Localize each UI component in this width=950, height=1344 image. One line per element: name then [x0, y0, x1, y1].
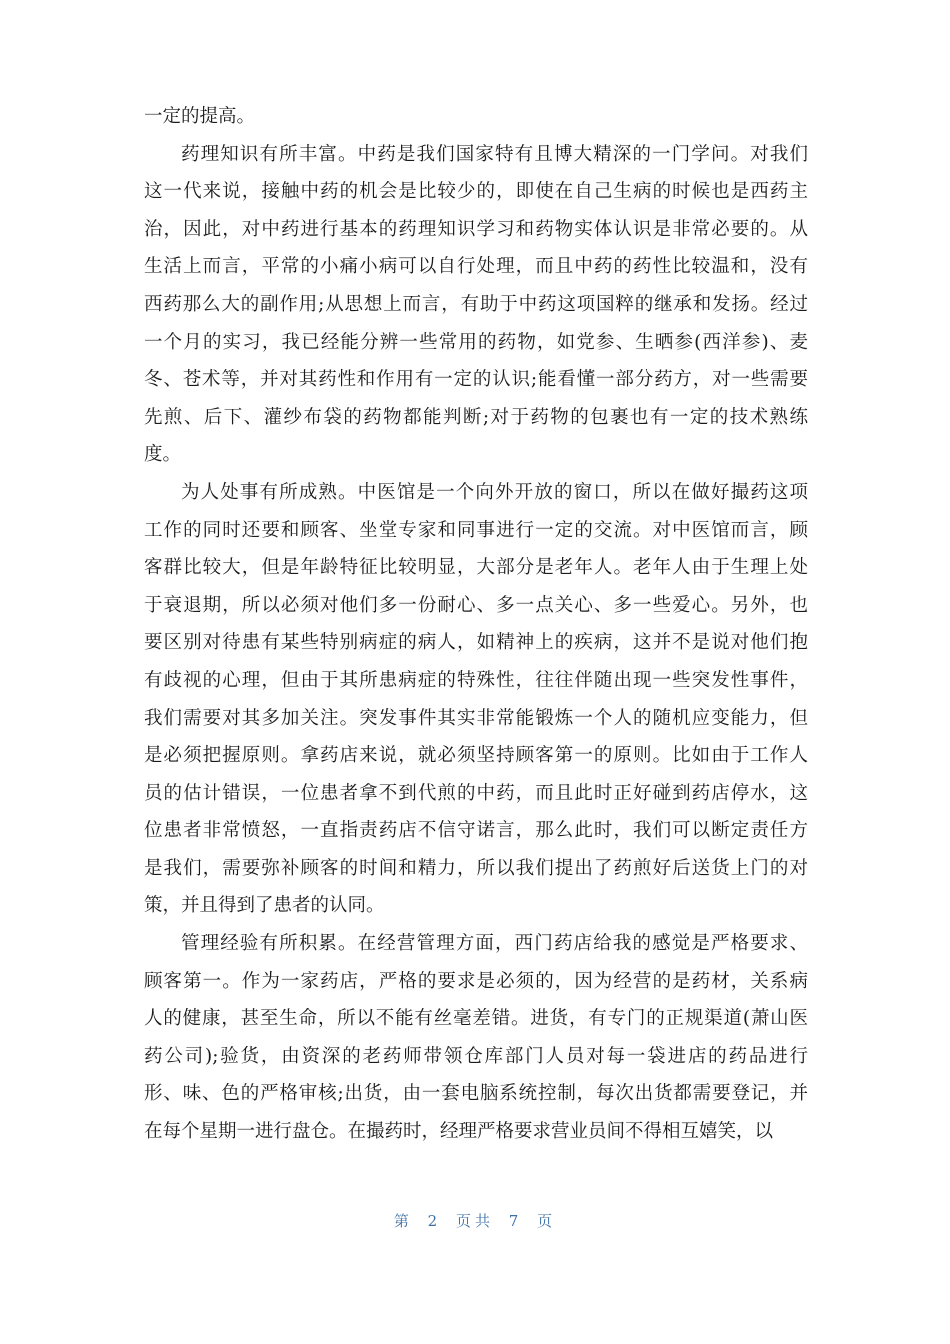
text-line: 客群比较大，但是年龄特征比较明显，大部分是老年人。老年人由于生理上处	[144, 557, 808, 579]
text-line: 是我们，需要弥补顾客的时间和精力，所以我们提出了药煎好后送货上门的对	[144, 857, 808, 879]
text-line: 策，并且得到了患者的认同。	[144, 895, 385, 917]
text-line: 度。	[144, 444, 182, 466]
text-line: 员的估计错误，一位患者拿不到代煎的中药，而且此时正好碰到药店停水，这	[144, 782, 808, 804]
text-line: 形、味、色的严格审核;出货，由一套电脑系统控制，每次出货都需要登记，并	[144, 1083, 808, 1105]
text-line: 药公司);验货，由资深的老药师带领仓库部门人员对每一袋进店的药品进行	[144, 1045, 808, 1067]
text-line: 在每个星期一进行盘仓。在撮药时，经理严格要求营业员间不得相互嬉笑，以	[144, 1121, 774, 1143]
text-line: 药理知识有所丰富。中药是我们国家特有且博大精深的一门学问。对我们	[181, 143, 808, 165]
text-line: 有歧视的心理，但由于其所患病症的特殊性，往往伴随出现一些突发性事件，	[144, 669, 808, 691]
text-line: 我们需要对其多加关注。突发事件其实非常能锻炼一个人的随机应变能力，但	[144, 707, 808, 729]
paragraph	[144, 925, 808, 1151]
paragraph	[144, 136, 808, 474]
text-line: 位患者非常愤怒，一直指责药店不信守诺言，那么此时，我们可以断定责任方	[144, 820, 808, 842]
text-line: 生活上而言，平常的小痛小病可以自行处理，而且中药的药性比较温和，没有	[144, 256, 808, 278]
text-line: 是必须把握原则。拿药店来说，就必须坚持顾客第一的原则。比如由于工作人	[144, 745, 808, 767]
text-line: 冬、苍术等，并对其药性和作用有一定的认识;能看懂一部分药方，对一些需要	[144, 369, 808, 391]
text-line: 工作的同时还要和顾客、坐堂专家和同事进行一定的交流。对中医馆而言，顾	[144, 519, 808, 541]
page-label-mid: 页共	[455, 1212, 494, 1230]
text-line: 西药那么大的副作用;从思想上而言，有助于中药这项国粹的继承和发扬。经过	[144, 293, 808, 315]
paragraph	[144, 474, 808, 925]
text-line: 一定的提高。	[144, 106, 256, 127]
text-line: 这一代来说，接触中药的机会是比较少的，即使在自己生病的时候也是西药主	[144, 181, 808, 203]
text-line: 要区别对待患有某些特别病症的病人，如精神上的疾病，这并不是说对他们抱	[144, 632, 808, 654]
text-line: 治，因此，对中药进行基本的药理知识学习和药物实体认识是非常必要的。从	[144, 218, 808, 240]
paragraph	[144, 98, 808, 136]
page-footer	[0, 1210, 950, 1231]
current-page-number: 2	[427, 1212, 442, 1230]
text-line: 于衰退期，所以必须对他们多一份耐心、多一点关心、多一些爱心。另外，也	[144, 594, 808, 616]
text-line: 一个月的实习，我已经能分辨一些常用的药物，如党参、生晒参(西洋参)、麦	[144, 331, 808, 353]
total-pages-number: 7	[508, 1212, 523, 1230]
text-line: 人的健康，甚至生命，所以不能有丝毫差错。进货，有专门的正规渠道(萧山医	[144, 1008, 808, 1030]
document-body	[144, 98, 808, 1151]
page-label-suffix: 页	[537, 1212, 557, 1230]
text-line: 管理经验有所积累。在经营管理方面，西门药店给我的感觉是严格要求、	[181, 933, 808, 955]
text-line: 顾客第一。作为一家药店，严格的要求是必须的，因为经营的是药材，关系病	[144, 970, 808, 992]
text-line: 先煎、后下、灌纱布袋的药物都能判断;对于药物的包裹也有一定的技术熟练	[144, 406, 808, 428]
page-label-prefix: 第	[393, 1212, 413, 1230]
text-line: 为人处事有所成熟。中医馆是一个向外开放的窗口，所以在做好撮药这项	[181, 481, 808, 503]
